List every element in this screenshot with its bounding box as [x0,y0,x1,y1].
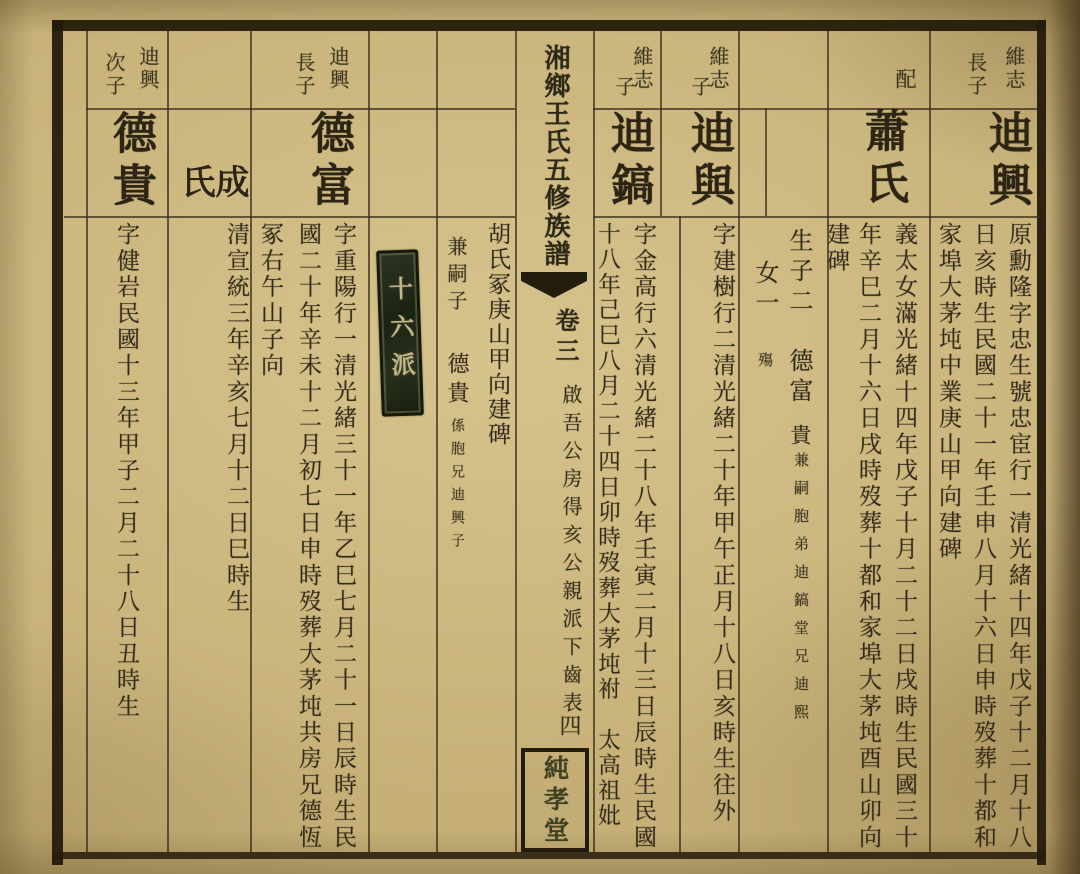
entry-digao-text-col3: 胡氏冢庚山甲向建碑 [484,222,510,447]
entry-dixing-rank-label: 長子 [964,52,988,98]
spouse-xiaoshi-text-col3: 建碑 [823,222,849,275]
digao-heir-note: 係胞兄迪興子 [449,418,465,556]
fishtail-mark [521,272,587,298]
entry-defu-parent-label: 迪興 [326,46,350,92]
spine-title: 湘鄉王氏五修族譜 [540,44,570,268]
rule-line [167,31,169,852]
entry-digao-rank-label: 子 [612,76,636,99]
entry-degui-text-col1: 字健岩民國十三年甲子二月二十八日丑時生 [113,222,139,720]
entry-defu-text-col1: 字重陽行一清光緒三十一年乙巳七月二十一日辰時生民 [330,222,356,851]
entry-defu-name: 德富 [303,110,354,214]
frame-top [52,20,1046,31]
entry-diyu-text-col1: 字建樹行二清光緒二十年甲午正月十八日亥時生往外 [709,222,735,825]
rule-line [660,31,662,216]
digao-heir-label: 兼嗣子 [444,236,468,317]
entry-diyu-name: 迪與 [683,110,734,214]
entry-degui-rank-label: 次子 [102,52,126,98]
entry-defu-text-col3: 冢右午山子向 [257,222,283,380]
spine-volume-label: 卷三 [551,308,580,368]
entry-dixing-text-col2: 日亥時生民國二十一年壬申八月十六日申時歿葬十都和 [970,222,996,851]
offspring-son1: 德富 [785,348,813,408]
hall-name-box [521,748,589,852]
entry-degui-name: 德貴 [105,110,156,214]
spine-page-number: 四 [556,714,581,736]
rule-line [929,31,931,852]
frame-left [52,20,63,865]
book-gutter-shadow [1050,0,1080,874]
digao-heir-name: 德貴 [444,352,469,410]
entry-digao-parent-label: 維志 [630,46,654,92]
entry-diyu-rank-label: 子 [688,76,712,99]
spine-section-label: 啟吾公房得亥公親派下齒表 [559,384,583,720]
offspring-son2-note: 兼嗣胞弟迪鎬堂兄迪熙 [792,452,810,732]
frame-bottom [52,852,1046,859]
entry-digao-text-col1: 字金高行六清光緒二十八年壬寅二月十三日辰時生民國 [630,222,656,851]
entry-dixing-text-col1: 原勳隆字忠生號忠宦行一清光緒十四年戊子十二月十八 [1005,222,1031,851]
rule-line [86,31,88,852]
spouse-chengshi-name: 成氏 [175,164,249,198]
branch-seal-stamp [376,249,424,416]
spouse-chengshi-text-col1: 清宣統三年辛亥七月十二日巳時生 [223,222,249,615]
branch-seal-text: 十六派 [384,275,417,391]
entry-dixing-parent-label: 維志 [1002,46,1026,92]
rule-line [679,216,681,852]
rule-line [515,31,517,852]
rule-line [765,108,767,216]
rule-line [436,31,438,852]
offspring-daughter-note: 殤 [756,352,774,367]
rule-line [738,31,740,852]
spouse-xiaoshi-label: 配 [893,68,917,92]
entry-degui-parent-label: 迪興 [136,46,160,92]
offspring-daughters-heading: 女一 [751,260,779,320]
spouse-xiaoshi-text-col2: 年辛巳二月十六日戌時歿葬十都和家埠大茅坉酉山卯向 [855,222,881,851]
rule-line [593,108,1037,110]
entry-diyu-parent-label: 維志 [706,46,730,92]
offspring-sons-heading: 生子二 [785,228,813,318]
spouse-xiaoshi-text-col1: 義太女滿光緒十四年戊子十月二十二日戌時生民國三十 [891,222,917,851]
frame-right [1037,20,1046,865]
entry-defu-text-col2: 國二十年辛未十二月初七日申時歿葬大茅坉共房兄德恆 [295,222,321,851]
rule-line [64,216,515,218]
rule-line [593,216,1040,218]
spouse-xiaoshi-name: 蕭氏 [857,108,908,212]
entry-digao-name: 迪鎬 [603,110,654,214]
rule-line [368,31,370,852]
offspring-son2: 貴 [788,424,812,449]
rule-line [250,31,252,852]
rule-line [827,31,829,852]
entry-dixing-name: 迪興 [981,110,1032,214]
hall-name: 純孝堂 [540,755,570,848]
entry-digao-text-col2: 十八年己巳八月二十四日卯時歿葬大茅坉祔 太高祖妣 [594,222,621,830]
entry-dixing-text-col3: 家埠大茅坉中業庚山甲向建碑 [935,222,961,563]
entry-defu-rank-label: 長子 [292,52,316,98]
